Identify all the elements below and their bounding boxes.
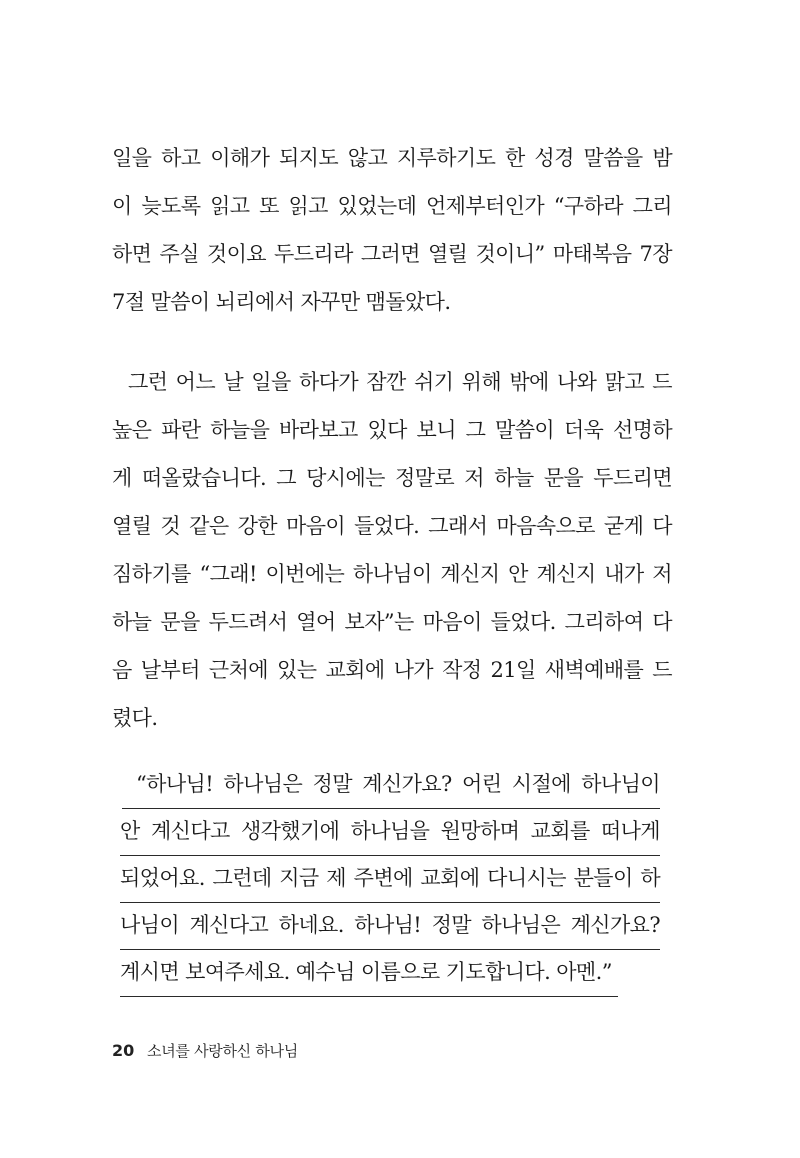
running-title: 소녀를 사랑하신 하나님 bbox=[147, 1042, 298, 1060]
text-line: 열릴 것 같은 강한 마음이 들었다. 그래서 마음속으로 굳게 다 bbox=[112, 514, 672, 538]
text-line: 높은 파란 하늘을 바라보고 있다 보니 그 말씀이 더욱 선명하 bbox=[112, 418, 672, 442]
text-line: 하늘 문을 두드려서 열어 보자”는 마음이 들었다. 그리하여 다 bbox=[112, 610, 672, 634]
underlined-line: 안 계신다고 생각했기에 하나님을 원망하며 교회를 떠나게 bbox=[120, 809, 660, 856]
underlined-line: 나님이 계신다고 하네요. 하나님! 정말 하나님은 계신가요? bbox=[120, 903, 660, 950]
body-paragraph-1 bbox=[112, 134, 672, 326]
text-line: 7절 말씀이 뇌리에서 자꾸만 맴돌았다. bbox=[112, 290, 451, 314]
text-line: 렸다. bbox=[112, 706, 158, 730]
page-number: 20 bbox=[112, 1041, 135, 1060]
text-line: 게 떠올랐습니다. 그 당시에는 정말로 저 하늘 문을 두드리면 bbox=[112, 466, 672, 490]
text-line: 그런 어느 날 일을 하다가 잠깐 쉬기 위해 밖에 나와 맑고 드 bbox=[128, 370, 672, 394]
text-line: 음 날부터 근처에 있는 교회에 나가 작정 21일 새벽예배를 드 bbox=[112, 658, 672, 682]
underlined-line: 계시면 보여주세요. 예수님 이름으로 기도합니다. 아멘.” bbox=[120, 950, 618, 997]
text-line: 하면 주실 것이요 두드리라 그러면 열릴 것이니” 마태복음 7장 bbox=[112, 242, 672, 266]
underlined-line: “하나님! 하나님은 정말 계신가요? 어린 시절에 하나님이 bbox=[122, 762, 660, 809]
text-line: 이 늦도록 읽고 또 읽고 있었는데 언제부터인가 “구하라 그리 bbox=[112, 194, 672, 218]
underlined-line: 되었어요. 그런데 지금 제 주변에 교회에 다니시는 분들이 하 bbox=[120, 856, 660, 903]
text-line: 일을 하고 이해가 되지도 않고 지루하기도 한 성경 말씀을 밤 bbox=[112, 146, 672, 170]
prayer-quote bbox=[120, 762, 660, 997]
page-footer bbox=[112, 1040, 298, 1061]
body-paragraph-2 bbox=[112, 358, 672, 742]
text-line: 짐하기를 “그래! 이번에는 하나님이 계신지 안 계신지 내가 저 bbox=[112, 562, 672, 586]
